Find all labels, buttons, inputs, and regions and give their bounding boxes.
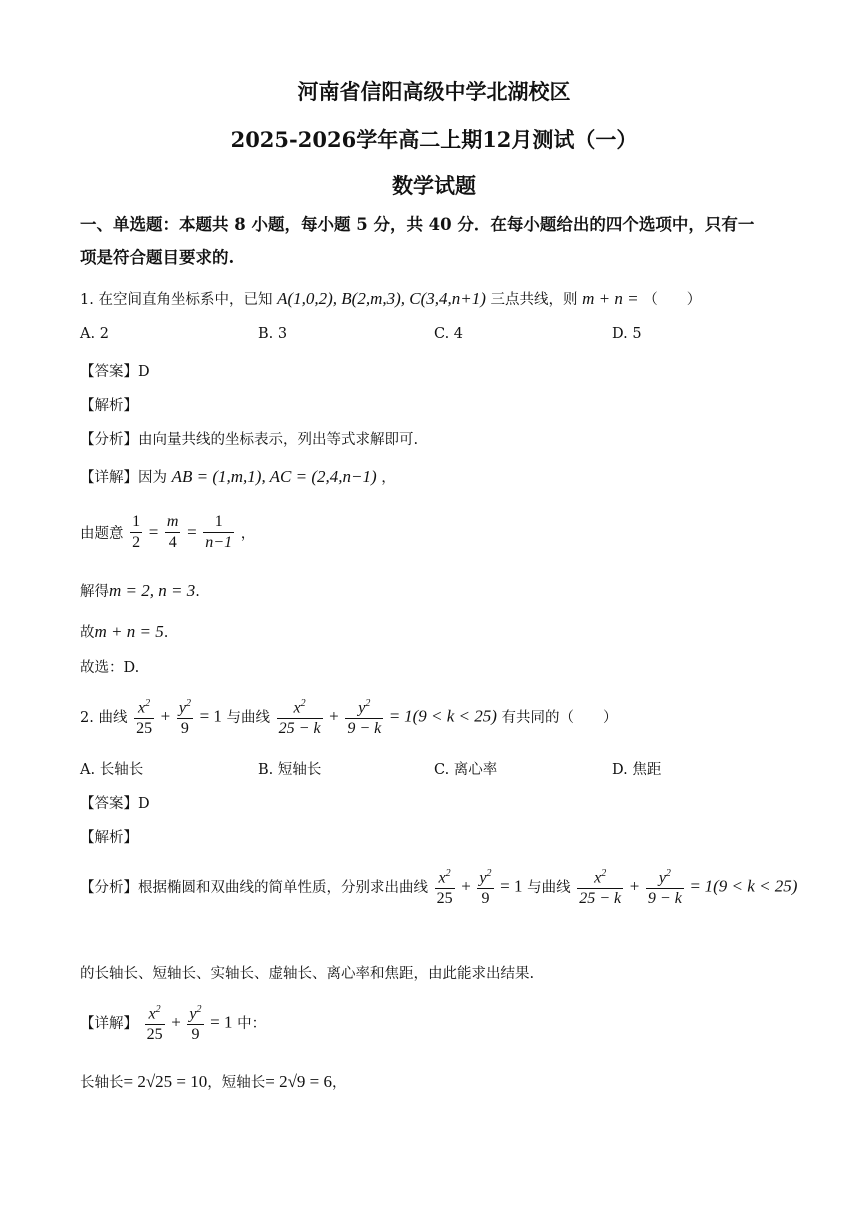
q2-detail-frac-x: $\frac{x^2}{25}$ — [145, 1000, 165, 1045]
q1-solve-expr: m = 2, n = 3 — [109, 581, 196, 600]
q1-blank: （ ） — [643, 292, 702, 308]
q1-detail-vectors: AB = (1,m,1), AC = (2,4,n−1) — [171, 467, 377, 486]
q2-short-axis-label: ，短轴长 — [207, 1075, 266, 1091]
q1-so — [80, 621, 168, 642]
q2-short-axis-tail: ， — [332, 1075, 347, 1091]
q2-long-axis-expr: = 2√25 = 10 — [123, 1072, 208, 1091]
q2-frac-x: $\frac{x^2}{25}$ — [134, 694, 154, 739]
q2-fenxi: 【分析】根据椭圆和双曲线的简单性质，分别求出曲线 $\frac{x^2}{25}$ + $\frac{y^2}{9}$ = 1 与曲线 $\frac{x^2}{25 - k}$ + $\frac{y^2}{9 - k}$ = 1(9 < k < 25) — [80, 864, 797, 909]
q2-fenxi-prefix: 【分析】根据椭圆和双曲线的简单性质，分别求出曲线 — [80, 880, 428, 897]
q2-mid: 与曲线 — [226, 710, 271, 727]
q2-prefix: 2. 曲线 — [80, 710, 128, 727]
q2-detail-suffix: 中： — [237, 1016, 267, 1033]
q1-frac-1: $\frac{1}{2}$ — [132, 513, 141, 551]
q1-fenxi: 【分析】由向量共线的坐标表示，列出等式求解即可. — [80, 432, 419, 448]
q2-fenxi-mid: 与曲线 — [527, 880, 571, 897]
q2-fenxi-frac-x: $\frac{x^2}{25}$ — [435, 864, 455, 909]
q2-option-a: A. 长轴长 — [80, 762, 144, 778]
q1-detail-prefix: 【详解】因为 — [80, 470, 167, 486]
q1-so-expr: m + n = 5 — [94, 622, 164, 641]
q2-fenxi-line2: 的长轴长、短轴长、实轴长、虚轴长、离心率和焦距，由此能求出结果. — [80, 966, 535, 982]
q2-option-d: D. 焦距 — [612, 762, 662, 778]
q2-short-axis-expr: = 2√9 = 6 — [265, 1072, 333, 1091]
q1-option-d: D. 5 — [612, 326, 642, 342]
q1-option-c: C. 4 — [434, 326, 464, 342]
q2-detail-prefix: 【详解】 — [80, 1016, 138, 1033]
q2-fenxi-frac-y: $\frac{y^2}{9}$ — [477, 864, 493, 909]
q1-choose: 故选：D. — [80, 660, 140, 676]
q2-fenxi-condition: 1(9 < k < 25) — [704, 876, 798, 896]
q1-detail — [80, 466, 396, 487]
q2-long-axis-label: 长轴长 — [80, 1075, 124, 1091]
exam-title: 2025-2026学年高二上期12月测试（一） — [230, 127, 638, 152]
q1-option-a: A. 2 — [80, 326, 109, 342]
q1-solve — [80, 580, 200, 601]
q1-answer: 【答案】D — [80, 364, 150, 380]
q1-frac-3: $\frac{1}{n-1}$ — [205, 513, 233, 551]
q1-prefix: 1. 在空间直角坐标系中，已知 — [80, 292, 273, 308]
q2-suffix: 有共同的（ ） — [501, 710, 618, 727]
section-heading-line1: 一、单选题：本题共 8 小题，每小题 5 分，共 40 分．在每小题给出的四个选项中，只有一 — [80, 215, 755, 234]
q1-frac-2: $\frac{m}{4}$ — [166, 513, 179, 551]
section-heading-line2: 项是符合题目要求的. — [80, 248, 235, 267]
q2-fenxi-frac-y2: $\frac{y^2}{9 - k}$ — [646, 864, 684, 909]
q2-analysis: 【解析】 — [80, 830, 138, 846]
q1-points: A(1,0,2), B(2,m,3), C(3,4,n+1) — [277, 289, 486, 308]
q1-ratio-line: 由题意 $\frac{1}{2}$ = $\frac{m}{4}$ = $\frac{1}{n-1}$ ， — [80, 513, 256, 551]
q1-expr: m + n = — [582, 289, 639, 308]
school-title: 河南省信阳高级中学北湖校区 — [297, 79, 571, 104]
q1-solve-tail: . — [195, 584, 200, 600]
q2-frac-x2: $\frac{x^2}{25 - k}$ — [277, 694, 323, 739]
q1-suffix: 三点共线，则 — [490, 292, 578, 308]
q2-frac-y: $\frac{y^2}{9}$ — [177, 694, 193, 739]
q2-answer: 【答案】D — [80, 796, 150, 812]
q2-frac-y2: $\frac{y^2}{9 - k}$ — [345, 694, 383, 739]
q1-detail-comma: ， — [381, 470, 396, 486]
q1-so-tail: . — [163, 625, 169, 641]
q2-option-b: B. 短轴长 — [258, 762, 322, 778]
q1-analysis: 【解析】 — [80, 398, 138, 414]
q2-condition: 1(9 < k < 25) — [404, 706, 497, 726]
q2-detail-frac-y: $\frac{y^2}{9}$ — [187, 1000, 203, 1045]
q2-detail: 【详解】 $\frac{x^2}{25}$ + $\frac{y^2}{9}$ = 1 中： — [80, 1000, 266, 1045]
q1-option-b: B. 3 — [258, 326, 288, 342]
q2-stem: 2. 曲线 $\frac{x^2}{25}$ + $\frac{y^2}{9}$ = 1 与曲线 $\frac{x^2}{25 - k}$ + $\frac{y^2}{9 - k}$ = 1(9 < k < 25) 有共同的（ ） — [80, 694, 618, 739]
q2-fenxi-frac-x2: $\frac{x^2}{25 - k}$ — [577, 864, 623, 909]
q1-solve-prefix: 解得 — [80, 584, 109, 600]
q1-stem — [80, 288, 701, 309]
q1-by-meaning: 由题意 — [80, 526, 124, 542]
subject-title: 数学试题 — [392, 173, 476, 198]
q2-option-c: C. 离心率 — [434, 762, 498, 778]
q2-axis-lengths — [80, 1071, 347, 1092]
q1-ratio-tail: ， — [240, 526, 256, 542]
q1-so-prefix: 故 — [80, 625, 95, 641]
